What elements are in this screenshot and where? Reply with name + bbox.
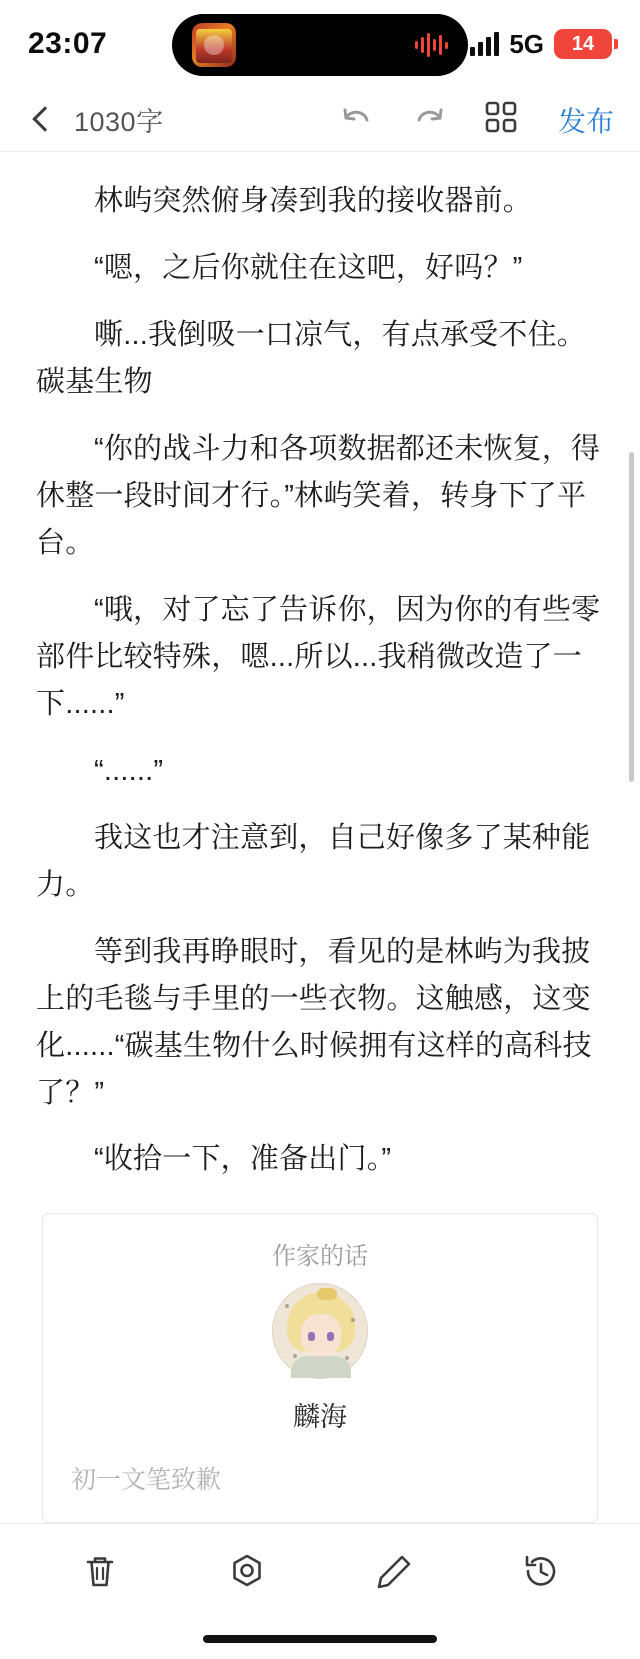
dynamic-island[interactable] <box>172 14 468 76</box>
word-count-label: 1030字 <box>74 107 164 137</box>
undo-icon[interactable] <box>336 100 376 140</box>
status-indicators <box>470 29 612 60</box>
back-chevron-icon[interactable] <box>26 103 60 137</box>
author-note-text: 初一文笔致歉 <box>71 1466 222 1495</box>
paragraph: “收拾一下，准备出门。” <box>94 1143 392 1176</box>
home-indicator <box>0 1619 640 1659</box>
battery-indicator <box>554 29 612 59</box>
paragraph: “嗯，之后你就住在这吧，好吗？” <box>94 251 523 284</box>
navigation-bar <box>0 88 640 152</box>
paragraph: “你的战斗力和各项数据都还未恢复，得休整一段时间才行。”林屿笑着，转身下了平台。 <box>36 432 601 559</box>
delete-button[interactable] <box>70 1542 130 1602</box>
publish-button[interactable]: 发布 <box>557 105 614 137</box>
album-art-icon <box>192 23 236 67</box>
network-type-label: 5G <box>509 28 544 59</box>
author-card-title: 作家的话 <box>272 1243 368 1271</box>
bottom-toolbar <box>0 1523 640 1619</box>
paragraph: “哦，对了忘了告诉你，因为你的有些零部件比较特殊，嗯...所以...我稍微改造了一下......” <box>36 593 601 720</box>
paragraph: 林屿突然俯身凑到我的接收器前。 <box>94 185 533 217</box>
vertical-scrollbar[interactable] <box>629 452 634 782</box>
author-note-card[interactable] <box>42 1213 598 1523</box>
nav-actions <box>336 100 614 140</box>
paragraph: 嘶...我倒吸一口凉气，有点承受不住。碳基生物 <box>36 318 586 398</box>
cellular-signal-icon <box>470 32 499 56</box>
editor-content[interactable] <box>0 152 640 1523</box>
battery-level-label: 14 <box>571 32 595 55</box>
history-button[interactable] <box>511 1542 571 1602</box>
redo-icon[interactable] <box>410 100 450 140</box>
audio-waveform-icon <box>415 32 448 58</box>
paragraph: 我这也才注意到，自己好像多了某种能力。 <box>36 821 591 901</box>
author-name: 麟海 <box>293 1402 347 1433</box>
grid-menu-icon[interactable] <box>484 100 524 140</box>
paragraph: “......” <box>94 754 164 787</box>
camera-button[interactable] <box>217 1542 277 1602</box>
paragraph: 等到我再睁眼时，看见的是林屿为我披上的毛毯与手里的一些衣物。这触感，这变化......“碳基生物什么时候拥有这样的高科技了？” <box>36 935 592 1109</box>
author-avatar-icon <box>272 1283 368 1379</box>
edit-button[interactable] <box>364 1542 424 1602</box>
status-bar <box>0 0 640 88</box>
status-time: 23:07 <box>28 27 108 60</box>
